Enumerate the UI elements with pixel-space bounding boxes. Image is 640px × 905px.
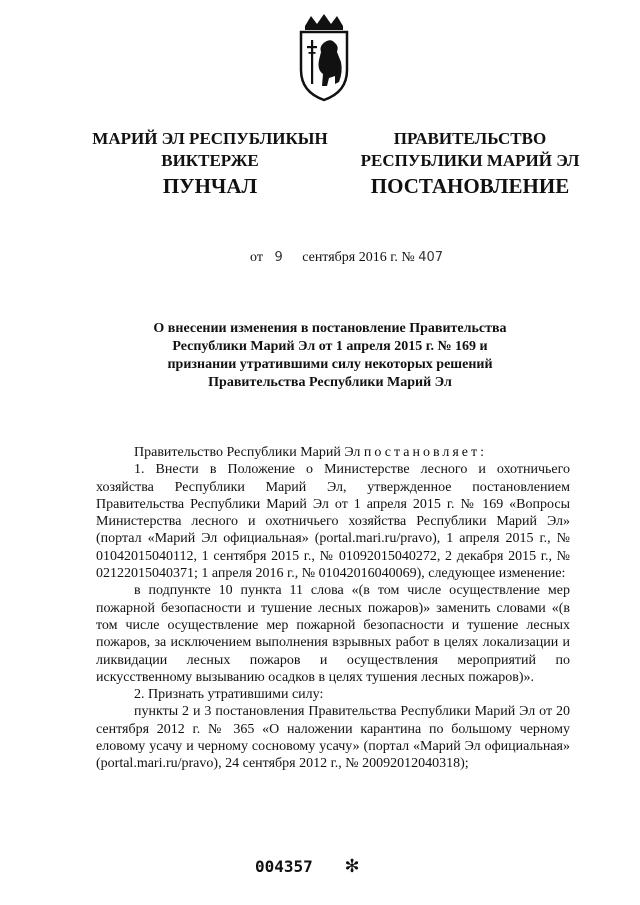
header-marij (70, 128, 350, 172)
header-left-line2: ВИКТЕРЖЕ (161, 151, 259, 170)
serial-number: 004357 (255, 857, 313, 876)
document-type-marij: ПУНЧАЛ (162, 174, 258, 198)
intro-verb: постановляет: (363, 445, 488, 460)
page-footer (255, 856, 360, 877)
header-right-line2: РЕСПУБЛИКИ МАРИЙ ЭЛ (360, 151, 580, 170)
document-subject (120, 320, 540, 392)
paragraph-amendment: в подпункте 10 пункта 11 слова «(в том числе осуществление мер пожарной безопасности и тушение лесных пожаров)» заменить словами «(в том числе осуществление мер пожарной безопасности и тушение лесных пожаров, за исключением выполнения взрывных работ в целях локализации и ликвидации лесных пожаров и осуществления мероприятий по искусственному вызыванию осадков в целях тушения лесных пожаров)». (96, 583, 570, 685)
paragraph-repeal-item: пункты 2 и 3 постановления Правительства Республики Марий Эл от 20 сентября 2012 г. № 365 «О наложении карантина по большому черному еловому усачу и черному сосновому усачу» (портал «Марий Эл официальная» (portal.mari.ru/pravo), 24 сентября 2012 г., № 20092012040318); (96, 704, 570, 772)
header-right-line1: ПРАВИТЕЛЬСТВО (393, 129, 547, 148)
subject-line: Республики Марий Эл от 1 апреля 2015 г. № 169 и (172, 339, 488, 354)
intro-paragraph (96, 444, 570, 461)
date-day: 9 (274, 250, 283, 265)
subject-line: признании утратившими силу некоторых решений (167, 357, 493, 372)
document-date-number (250, 250, 443, 266)
date-prefix: от (250, 250, 263, 265)
header-russian (350, 128, 590, 172)
intro-subject: Правительство Республики Марий Эл (134, 445, 361, 460)
document-type-russian: ПОСТАНОВЛЕНИЕ (370, 174, 570, 198)
subject-line: О внесении изменения в постановление Правительства (153, 321, 507, 336)
header-left-line1: МАРИЙ ЭЛ РЕСПУБЛИКЫН (92, 129, 328, 148)
document-number: 407 (418, 250, 444, 265)
asterisk-mark: ✻ (344, 856, 360, 877)
paragraph-2: 2. Признать утратившими силу: (134, 687, 324, 703)
date-month-year: сентября 2016 г. № (302, 250, 415, 265)
document-body (96, 444, 570, 773)
subject-line: Правительства Республики Марий Эл (208, 375, 452, 390)
paragraph-1: 1. Внести в Положение о Министерстве лесного и охотничьего хозяйства Республики Марий Эл, утвержденное постановлением Правительства Республики Марий Эл от 1 апреля 2015 г. № 169 «Вопросы Министерства лесного и охотничьего хозяйства Республики Марий Эл» (портал «Марий Эл официальная» (portal.mari.ru/pravo), 1 апреля 2015 г., № 01042015040112, 1 сентября 2015 г., № 01092015040272, 2 декабря 2015 г., № 02122015040371; 1 апреля 2016 г., № 01042016040069), следующее изменение: (96, 462, 570, 582)
coat-of-arms-bear-icon (295, 12, 353, 104)
